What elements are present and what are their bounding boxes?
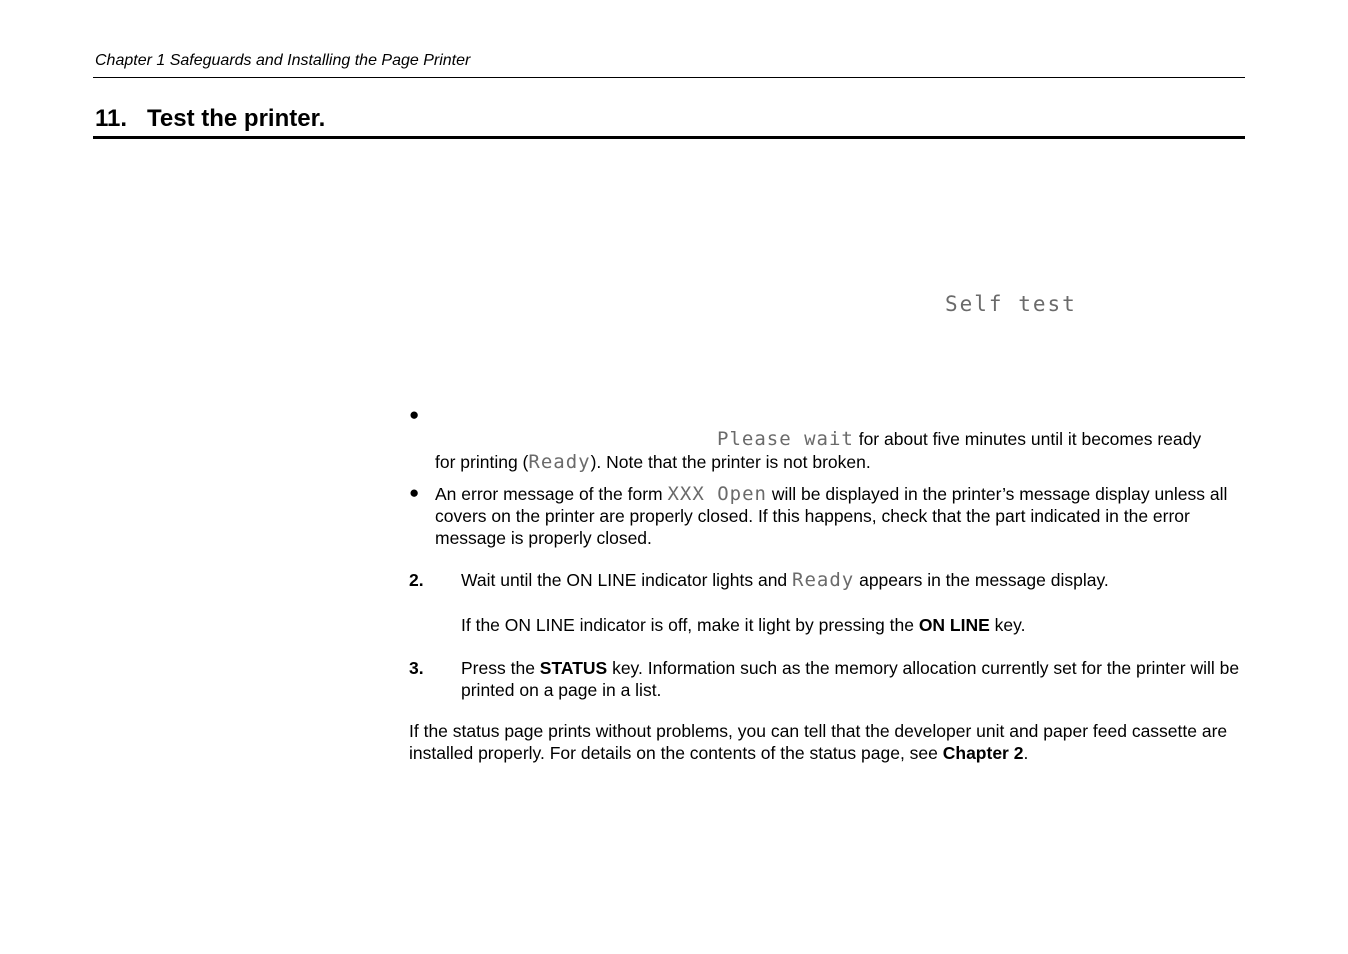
step-3-text [461,657,1251,701]
bullet-1-text-before: for printing ( [435,452,529,472]
step-2-note [461,614,1251,636]
chapter-reference: Chapter 2 [942,743,1024,763]
running-header: Chapter 1 Safeguards and Installing the Page Printer [95,52,471,69]
bullet-1-text: for about five minutes until it becomes ready [853,429,1202,449]
lcd-ready: Ready [792,569,855,591]
bullet-marker: ● [409,483,420,502]
bullet-1-line-1 [717,428,1201,450]
step-3-text-after: key. Information such as the memory allocation currently set for the printer will be printed on a page in a list. [461,658,1240,700]
step-2-text-before: Wait until the ON LINE indicator lights and [461,570,793,590]
closing-text-before: If the status page prints without problems, you can tell that the developer unit and paper feed cassette are installed properly. For details on the contents of the status page, see [409,721,1228,763]
step-3-text-before: Press the [461,658,540,678]
heading-rule [93,136,1245,139]
step-2-text [461,569,1251,591]
section-heading [95,105,325,133]
lcd-please-wait: Please wait [717,428,854,450]
lcd-ready: Ready [528,451,591,473]
lcd-self-test: Self test [945,292,1077,316]
bullet-2-text-after: will be displayed in the printer’s message display unless all covers on the printer are properly closed. If this happens, check that the part indicated in the error message is properly closed. [435,484,1228,548]
closing-text-after: . [1023,743,1029,763]
step-3-number: 3. [409,658,424,678]
bullet-1-line-2 [435,451,871,473]
bullet-1-text-after: ). Note that the printer is not broken. [590,452,871,472]
step-2-text-after: appears in the message display. [854,570,1109,590]
step-2-note-before: If the ON LINE indicator is off, make it light by pressing the [461,615,919,635]
closing-paragraph [409,720,1249,764]
on-line-key-name: ON LINE [918,615,990,635]
bullet-marker: ● [409,405,420,424]
header-rule [93,77,1245,78]
bullet-2-text-before: An error message of the form [435,484,668,504]
step-2-number: 2. [409,570,424,590]
section-title: Test the printer. [147,105,326,132]
step-2-note-after: key. [989,615,1026,635]
status-key-name: STATUS [539,658,608,678]
lcd-xxx-open: XXX Open [667,483,767,505]
bullet-2 [435,483,1235,549]
section-number: 11. [95,105,128,132]
